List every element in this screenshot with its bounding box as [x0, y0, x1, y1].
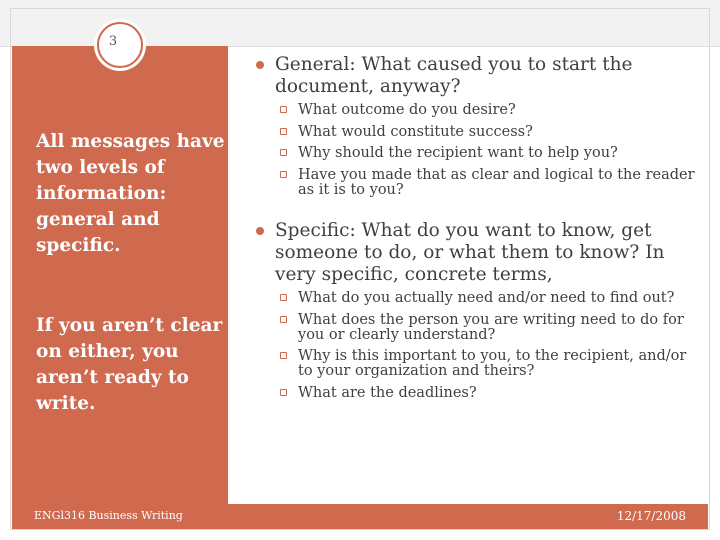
footer-date: 12/17/2008 — [616, 509, 686, 523]
general-heading-text: General: What caused you to start the document, anyway? — [275, 54, 633, 97]
square-bullet-icon — [280, 316, 287, 323]
left-paragraph-levels: All messages have two levels of information: general and specific. — [36, 131, 225, 256]
bullet-dot-icon — [256, 61, 264, 69]
list-item — [280, 291, 696, 306]
square-bullet-icon — [280, 389, 287, 396]
specific-heading — [256, 220, 696, 286]
square-bullet-icon — [280, 352, 287, 359]
slide-number: 3 — [108, 34, 118, 49]
left-panel — [12, 46, 228, 504]
bullet-dot-icon — [256, 227, 264, 235]
general-list — [280, 103, 696, 198]
square-bullet-icon — [280, 106, 287, 113]
square-bullet-icon — [280, 128, 287, 135]
list-item — [280, 313, 696, 343]
list-item — [280, 125, 696, 140]
list-item-text: Why should the recipient want to help you? — [298, 145, 618, 161]
list-item-text: What outcome do you desire? — [298, 102, 516, 118]
general-heading — [256, 54, 696, 98]
list-item — [280, 168, 696, 198]
specific-list — [280, 291, 696, 401]
spacer — [256, 204, 696, 220]
list-item-text: Have you made that as clear and logical to the reader as it is to you? — [298, 166, 695, 198]
list-item — [280, 386, 696, 401]
square-bullet-icon — [280, 171, 287, 178]
square-bullet-icon — [280, 294, 287, 301]
list-item — [280, 146, 696, 161]
specific-heading-text: Specific: What do you want to know, get someone to do, or what them to know? In very specific, concrete terms, — [275, 220, 665, 285]
list-item-text: What do you actually need and/or need to find out? — [298, 290, 675, 306]
list-item-text: What does the person you are writing need to do for you or clearly understand? — [298, 311, 684, 343]
list-item-text: What are the deadlines? — [298, 384, 477, 401]
square-bullet-icon — [280, 149, 287, 156]
list-item — [280, 349, 696, 379]
footer-course: ENGl316 Business Writing — [34, 509, 183, 522]
list-item-text: What would constitute success? — [298, 123, 533, 140]
slide-number-badge — [97, 22, 143, 68]
list-item-text: Why is this important to you, to the recipient, and/or to your organization and theirs? — [298, 348, 687, 379]
left-paragraph-ready: If you aren’t clear on either, you aren’t ready to write. — [36, 315, 223, 414]
list-item — [280, 103, 696, 118]
content-area — [256, 54, 696, 407]
